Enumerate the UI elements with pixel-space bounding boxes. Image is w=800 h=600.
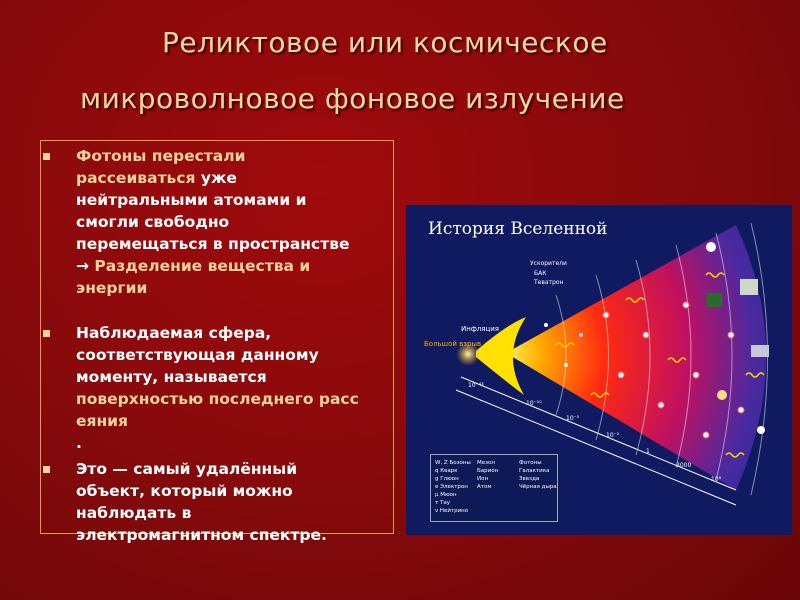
text-line [76,145,350,167]
text-line [76,233,350,255]
svg-text:Ускорители: Ускорители [530,260,567,267]
plain-text: нейтральными атомами и [76,191,307,209]
paragraph-farthest [76,458,327,546]
text-line [76,255,350,277]
legend-item: Звезда [519,476,540,482]
svg-text:10⁻⁵: 10⁻⁵ [566,415,580,422]
svg-text:Большой взрыв: Большой взрыв [424,340,482,348]
plain-text: объект, который можно [76,482,293,500]
plain-text: . [76,434,82,452]
svg-text:Инфляция: Инфляция [461,325,500,333]
legend-item: Галактика [519,468,550,474]
legend-item: μ Мюон [435,492,457,498]
svg-text:3000: 3000 [676,462,692,469]
legend [430,454,558,522]
universe-history-image [406,205,792,535]
svg-text:10⁻¹⁰: 10⁻¹⁰ [526,400,542,407]
text-line [76,211,350,233]
plain-text: Наблюдаемая сфера, [76,324,272,342]
legend-item: Чёрная дыра [519,484,557,490]
link-text[interactable]: Фотоны перестали [76,147,246,165]
bullet-marker [43,466,50,473]
plain-text: перемещаться в пространстве [76,235,350,253]
legend-item: W, Z Бозоны [435,460,471,466]
paragraph-photons [76,145,350,299]
legend-item: Атом [477,484,492,490]
svg-text:1: 1 [646,448,650,455]
bullet-marker [43,330,50,337]
plain-text: наблюдать в [76,504,192,522]
text-line [76,432,359,454]
legend-item: Мезон [477,460,496,466]
text-line [76,524,327,546]
legend-item: q Кварк [435,468,458,474]
svg-text:10⁻²: 10⁻² [606,432,620,439]
link-text[interactable]: энергии [76,279,148,297]
text-line [76,366,359,388]
svg-text:Теватрон: Теватрон [534,279,564,286]
legend-item: g Глюон [435,476,459,482]
bullet-marker [43,153,50,160]
legend-item: ν Нейтрино [435,508,469,514]
svg-text:БАК: БАК [534,270,547,277]
legend-item: Ион [477,476,489,482]
link-text[interactable]: поверхностью последнего расс [76,390,359,408]
text-line [76,189,350,211]
legend-item: τ Тау [435,500,451,506]
text-line [76,410,359,432]
text-line [76,502,327,524]
plain-text: Это — самый удалённый [76,460,298,478]
plain-text: → [76,257,95,275]
legend-item: e Электрон [435,484,468,490]
title-line-2: микроволновое фоновое излучение [80,82,625,115]
svg-text:10⁹: 10⁹ [711,476,722,483]
title-line-1: Реликтовое или космическое [162,26,608,59]
plain-text: смогли свободно [76,213,230,231]
text-line [76,322,359,344]
legend-item: Фотоны [519,460,542,466]
text-line [76,480,327,502]
plain-text: уже [195,169,237,187]
legend-item: Барион [477,468,499,474]
text-line [76,344,359,366]
text-line [76,388,359,410]
text-line [76,458,327,480]
text-line [76,167,350,189]
plain-text: электромагнитном спектре. [76,526,327,544]
plain-text: моменту, называется [76,368,267,386]
image-title: История Вселенной [428,219,608,239]
link-text[interactable]: Разделение вещества и [94,257,311,275]
plain-text: соответствующая данному [76,346,319,364]
text-line [76,277,350,299]
paragraph-sphere [76,322,359,454]
link-text[interactable]: рассеиваться [76,169,196,187]
link-text[interactable]: еяния [76,412,128,430]
svg-text:10⁻⁴³: 10⁻⁴³ [468,382,484,389]
